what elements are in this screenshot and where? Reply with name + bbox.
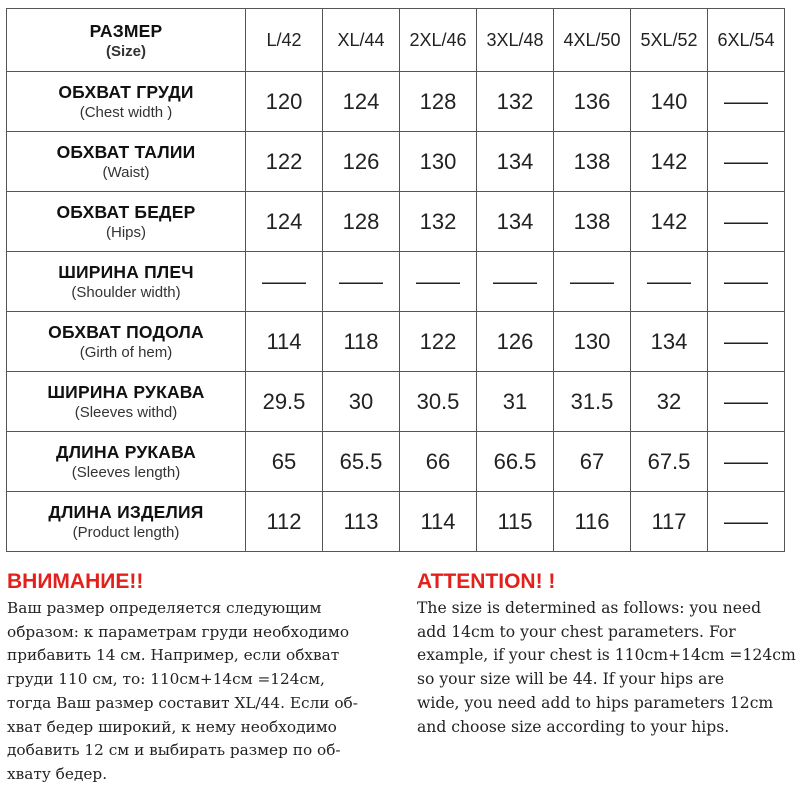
table-row (7, 492, 785, 552)
row-label-en: (Product length) (72, 524, 180, 541)
table-cell: 128 (323, 192, 400, 252)
size-column-header: 4XL/50 (554, 9, 631, 72)
table-cell: 118 (323, 312, 400, 372)
row-label (7, 132, 246, 192)
attention-title-en: ATTENTION! ! (417, 570, 556, 593)
table-cell: 130 (400, 132, 477, 192)
size-column-header: 5XL/52 (631, 9, 708, 72)
table-cell: —— (246, 252, 323, 312)
row-label (7, 192, 246, 252)
table-cell: 136 (554, 72, 631, 132)
row-label-ru: ОБХВАТ ГРУДИ (58, 82, 194, 102)
table-cell: 134 (631, 312, 708, 372)
table-row (7, 312, 785, 372)
row-label-en: (Shoulder width) (71, 284, 181, 301)
table-cell: 126 (323, 132, 400, 192)
table-cell: 128 (400, 72, 477, 132)
row-label-en: (Girth of hem) (79, 344, 173, 361)
table-cell: 113 (323, 492, 400, 552)
table-cell: —— (708, 372, 785, 432)
row-label-en: (Waist) (102, 164, 150, 181)
table-cell: 67.5 (631, 432, 708, 492)
table-row (7, 432, 785, 492)
table-row (7, 72, 785, 132)
attention-note-en (417, 568, 800, 739)
attention-title-ru: ВНИМАНИЕ!! (7, 570, 144, 593)
row-label (7, 72, 246, 132)
table-cell: 112 (246, 492, 323, 552)
size-chart-table (6, 8, 785, 552)
table-cell: —— (708, 252, 785, 312)
table-row (7, 132, 785, 192)
table-cell: —— (708, 492, 785, 552)
size-label-ru: РАЗМЕР (89, 20, 163, 41)
table-cell: 120 (246, 72, 323, 132)
table-row (7, 192, 785, 252)
row-label (7, 252, 246, 312)
table-header-row (7, 9, 785, 72)
row-label-ru: ДЛИНА ИЗДЕЛИЯ (48, 502, 204, 522)
table-cell: —— (631, 252, 708, 312)
size-column-header: 6XL/54 (708, 9, 785, 72)
attention-body-ru: Ваш размер определяется следующим образом: к параметрам груди необходимо прибавить 14 см. Например, если обхват груди 110 см, то: 110см+14см =124см, тогда Ваш размер составит XL/44. Если об- хват бедер широкий, к нему необходимо добавить 12 см и выбирать размер по об- хвату бедер. (7, 599, 358, 783)
table-cell: 122 (246, 132, 323, 192)
table-cell: 134 (477, 192, 554, 252)
row-label-ru: ШИРИНА РУКАВА (47, 382, 205, 402)
size-column-header: 3XL/48 (477, 9, 554, 72)
table-cell: 30.5 (400, 372, 477, 432)
table-cell: —— (708, 432, 785, 492)
row-label-en: (Sleeves length) (71, 464, 181, 481)
row-label-ru: ОБХВАТ ПОДОЛА (48, 322, 204, 342)
table-cell: 29.5 (246, 372, 323, 432)
table-cell: —— (708, 132, 785, 192)
table-cell: 65.5 (323, 432, 400, 492)
table-cell: —— (708, 72, 785, 132)
table-cell: 32 (631, 372, 708, 432)
table-cell: 122 (400, 312, 477, 372)
row-label (7, 372, 246, 432)
attention-body-en: The size is determined as follows: you need add 14cm to your chest parameters. For example, if your chest is 110cm+14cm =124cm so your size will be 44. If your hips are wide, you need add to hips parameters 12cm and choose size according to your hips. (417, 599, 796, 736)
table-cell: 31.5 (554, 372, 631, 432)
table-cell: 132 (477, 72, 554, 132)
table-cell: 142 (631, 192, 708, 252)
attention-note-ru (7, 568, 397, 787)
table-row (7, 372, 785, 432)
row-label-en: (Hips) (106, 224, 146, 241)
table-cell: 116 (554, 492, 631, 552)
table-cell: 130 (554, 312, 631, 372)
size-label-en: (Size) (105, 42, 146, 60)
table-cell: 124 (323, 72, 400, 132)
table-cell: 66 (400, 432, 477, 492)
row-label-ru: ОБХВАТ ТАЛИИ (56, 142, 196, 162)
table-cell: 30 (323, 372, 400, 432)
table-cell: 67 (554, 432, 631, 492)
table-cell: 31 (477, 372, 554, 432)
table-cell: —— (323, 252, 400, 312)
size-column-header: 2XL/46 (400, 9, 477, 72)
size-column-header: XL/44 (323, 9, 400, 72)
table-cell: 134 (477, 132, 554, 192)
table-cell: 140 (631, 72, 708, 132)
table-cell: 65 (246, 432, 323, 492)
row-label (7, 432, 246, 492)
table-cell: 132 (400, 192, 477, 252)
table-cell: —— (708, 312, 785, 372)
table-cell: —— (400, 252, 477, 312)
table-cell: —— (477, 252, 554, 312)
table-cell: —— (554, 252, 631, 312)
row-label-en: (Chest width ) (79, 104, 173, 121)
row-label-ru: ОБХВАТ БЕДЕР (56, 202, 196, 222)
row-label-en: (Sleeves withd) (74, 404, 178, 421)
row-label (7, 492, 246, 552)
size-header-label (7, 9, 246, 72)
table-cell: 117 (631, 492, 708, 552)
size-column-header: L/42 (246, 9, 323, 72)
table-cell: 138 (554, 132, 631, 192)
table-cell: 115 (477, 492, 554, 552)
table-cell: 138 (554, 192, 631, 252)
table-cell: 114 (400, 492, 477, 552)
table-cell: 124 (246, 192, 323, 252)
table-cell: 114 (246, 312, 323, 372)
table-cell: —— (708, 192, 785, 252)
row-label-ru: ДЛИНА РУКАВА (56, 442, 196, 462)
row-label (7, 312, 246, 372)
row-label-ru: ШИРИНА ПЛЕЧ (58, 262, 194, 282)
table-cell: 142 (631, 132, 708, 192)
table-cell: 126 (477, 312, 554, 372)
table-cell: 66.5 (477, 432, 554, 492)
table-row (7, 252, 785, 312)
